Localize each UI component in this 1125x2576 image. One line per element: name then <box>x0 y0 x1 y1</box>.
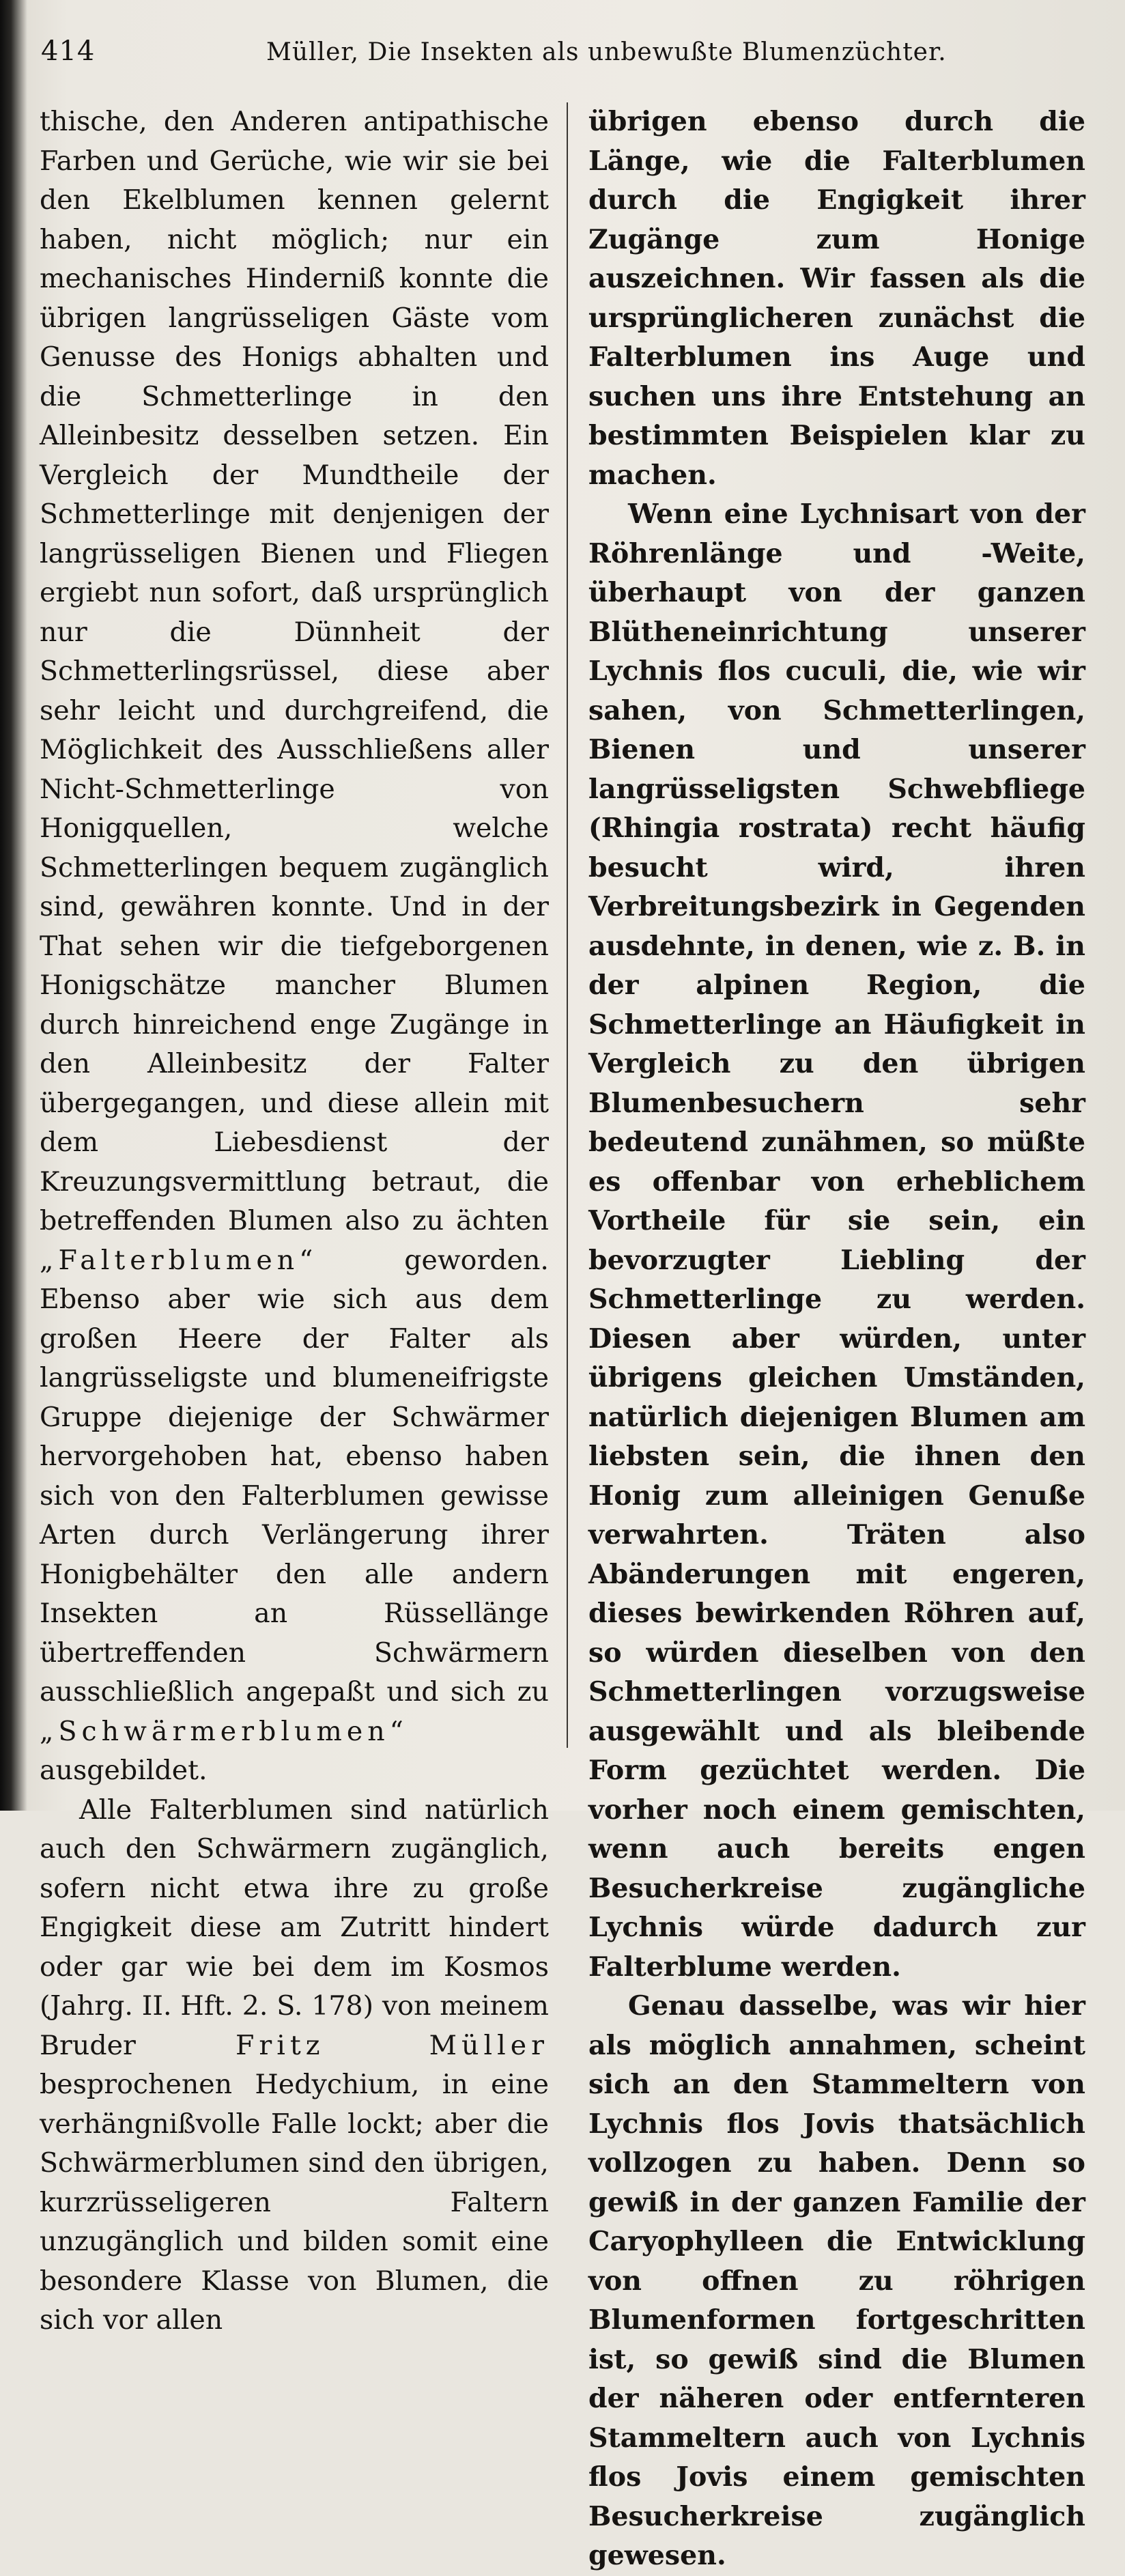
text-run: besprochenen Hedychium, in eine verhängnißvolle Falle lockt; aber die Schwärmerblumen sind den übrigen, kurzrüsseligeren Faltern unzugänglich und bilden somit eine besondere Klasse von Blumen, die sich vor allen <box>40 2069 549 2336</box>
column-divider <box>567 102 568 1748</box>
text-run: thische, den Anderen antipathische Farben und Gerüche, wie wir sie bei den Ekelblumen kennen gelernt haben, nicht möglich; nur ein mechanisches Hinderniß konnte die übrigen langrüsseligen Gäste vom Genusse des Honigs abhalten und die Schmetterlinge in den Alleinbesitz desselben setzen. Ein Vergleich der Mundtheile der Schmetterlinge mit denjenigen der langrüsseligen Bienen und Fliegen ergiebt nun sofort, daß ursprünglich nur die Dünnheit der Schmetterlingsrüssel, diese aber sehr leicht und durchgreifend, die Möglichkeit des Ausschließens aller Nicht-Schmetterlinge von Honigquellen, welche Schmetterlingen bequem zugänglich sind, gewähren konnte. Und in der That sehen wir die tiefgeborgenen Honigschätze mancher Blumen durch hinreichend enge Zugänge in den Alleinbesitz der Falter übergegangen, und diese allein mit dem Liebesdienst der Kreuzungsvermittlung betraut, die betreffenden Blumen also zu ächten <box>40 106 549 1236</box>
paragraph: Genau dasselbe, was wir hier als möglich annahmen, scheint sich an den Stammeltern von Lychnis flos Jovis thatsächlich vollzogen zu haben. Denn so gewiß in der ganzen Familie der Caryophylleen die Entwicklung von offnen zu röhrigen Blumenformen fortgeschritten ist, so gewiß sind die Blumen der näheren oder entfernteren Stammeltern auch von Lychnis flos Jovis einem gemischten Besucherkreise zugänglich gewesen. <box>588 1990 1085 2571</box>
paragraph: übrigen ebenso durch die Länge, wie die Falterblumen durch die Engigkeit ihrer Zugänge zum Honige auszeichnen. Wir fassen als die ursprünglicheren zunächst die Falterblumen ins Auge und suchen uns ihre Entstehung an bestimmten Beispielen klar zu machen. <box>588 106 1085 491</box>
page-number: 414 <box>41 36 96 67</box>
running-head: Müller, Die Insekten als unbewußte Blumenzüchter. <box>266 38 947 66</box>
left-column <box>40 102 549 2340</box>
text-run: Alle Falterblumen sind natürlich auch den Schwärmern zugänglich, sofern nicht etwa ihre zu große Engigkeit diese am Zutritt hindert oder gar wie bei dem im Kosmos (Jahrg. II. Hft. 2. S. 178) von meinem Bruder <box>40 1794 549 2061</box>
right-column <box>588 102 1085 2576</box>
page-header <box>41 36 1084 76</box>
text-run: ausgebildet. <box>40 1755 208 1786</box>
paragraph <box>40 1791 549 2340</box>
spaced-name-fritz-mueller: Fritz Müller <box>235 2029 549 2061</box>
paragraph <box>40 102 549 1791</box>
spaced-term-falterblumen: „Falterblumen“ <box>40 1244 318 1276</box>
spaced-term-schwaermerblumen: „Schwärmerblumen“ <box>40 1715 408 1747</box>
paragraph: Wenn eine Lychnisart von der Röhrenlänge und -Weite, überhaupt von der ganzen Blütheneinrichtung unserer Lychnis flos cuculi, die, wie wir sahen, von Schmetterlingen, Bienen und unserer langrüsseligsten Schwebfliege (Rhingia rostrata) recht häufig besucht wird, ihren Verbreitungsbezirk in Gegenden ausdehnte, in denen, wie z. B. in der alpinen Region, die Schmetterlinge an Häufigkeit in Vergleich zu den übrigen Blumenbesuchern sehr bedeutend zunähmen, so müßte es offenbar von erheblichem Vortheile für sie sein, ein bevorzugter Liebling der Schmetterlinge zu werden. Diesen aber würden, unter übrigens gleichen Umständen, natürlich diejenigen Blumen am liebsten sein, die ihnen den Honig zum alleinigen Genuße verwahrten. Träten also Abänderungen mit engeren, dieses bewirkenden Röhren auf, so würden dieselben von den Schmetterlingen vorzugsweise ausgewählt und als bleibende Form gezüchtet werden. Die vorher noch einem gemischten, wenn auch bereits engen Besucherkreise zugängliche Lychnis würde dadurch zur Falterblume werden. <box>588 498 1085 1983</box>
text-run: geworden. Ebenso aber wie sich aus dem großen Heere der Falter als langrüsseligste und blumeneifrigste Gruppe diejenige der Schwärmer hervorgehoben hat, ebenso haben sich von den Falterblumen gewisse Arten durch Verlängerung ihrer Honigbehälter den alle andern Insekten an Rüssellänge übertreffenden Schwärmern ausschließlich angepaßt und sich zu <box>40 1244 549 1708</box>
